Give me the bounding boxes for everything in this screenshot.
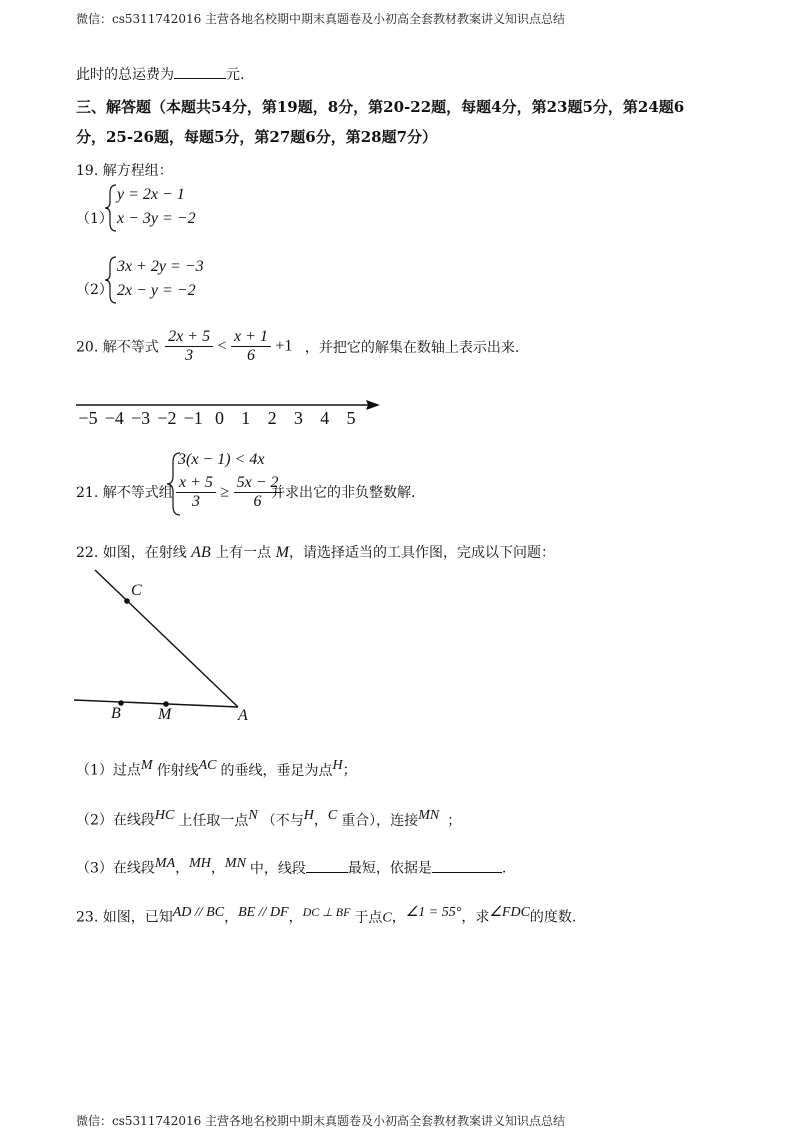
q19-title: 19. 解方程组： — [76, 163, 173, 179]
q22-stem-b: 上有一点 — [215, 545, 272, 561]
q22-s2-c: （不与 — [261, 812, 304, 829]
q22-s2-a: （2）在线段 — [76, 812, 155, 829]
q22-s2-h: H — [303, 808, 314, 823]
q22-s2-mn: MN — [418, 808, 440, 823]
q22-sub3 — [76, 856, 506, 878]
q22-s3-a: （3）在线段 — [76, 860, 155, 877]
q23-c2: BE // DF — [238, 905, 289, 920]
q23-angle: ∠1 = 55° — [405, 905, 462, 920]
q22-s1-h: H — [332, 758, 343, 773]
q20-rhs-tail: +1 — [275, 337, 293, 355]
ray-ab — [74, 700, 238, 707]
q22-s2-n: N — [248, 808, 258, 823]
number-line-label: −3 — [131, 408, 151, 428]
q23-c-pt: C — [382, 910, 392, 926]
q22-sub2 — [76, 808, 461, 830]
q22-s1-c: 的垂线，垂足为点 — [220, 762, 333, 779]
q23-c: ，求 — [461, 909, 490, 926]
page-footer: 微信：cs5311742016 主营各地名校期中期末真题卷及小初高全套教材教案讲义知识点总结 — [76, 1114, 566, 1128]
number-line-label: −1 — [183, 408, 203, 428]
q23-sep3: ， — [391, 909, 406, 926]
q22-s2-c-pt: C — [327, 808, 338, 823]
q20-suffix: ，并把它的解集在数轴上表示出来. — [304, 339, 520, 356]
page-header: 微信：cs5311742016 主营各地名校期中期末真题卷及小初高全套教材教案讲义知识点总结 — [76, 12, 566, 26]
carry-text-after: 元. — [226, 67, 245, 83]
number-line-label: 4 — [320, 408, 330, 428]
q21-ineq2-rden: 6 — [253, 493, 262, 510]
q22-s1-b: 作射线 — [156, 762, 199, 779]
label-b: B — [111, 705, 121, 722]
q21-suffix: 并求出它的非负整数解. — [271, 485, 416, 501]
number-line-label: 1 — [241, 408, 251, 428]
q22-s1-d: ； — [342, 762, 357, 779]
q21-ineq1: 3(x − 1) < 4x — [178, 451, 265, 468]
q22-s2-b: 上任取一点 — [178, 812, 249, 829]
q23-target: ∠FDC — [489, 905, 530, 920]
q22-stem-ray: AB — [191, 544, 211, 561]
q22-s1-a: （1）过点 — [76, 762, 141, 779]
q22-s3-d: . — [501, 860, 507, 877]
q22-s2-hc: HC — [154, 808, 175, 823]
q19-p1-eq1: y = 2x − 1 — [117, 186, 185, 203]
q22-s3-c: 最短，依据是 — [347, 860, 432, 877]
answer-blank-segment — [306, 872, 348, 873]
number-line-label: 3 — [293, 408, 303, 428]
q22-figure — [74, 570, 238, 707]
label-c: C — [131, 582, 142, 599]
q21-ineq2-lnum: x + 5 — [176, 474, 216, 493]
q21-ineq2-rnum: 5x − 2 — [234, 474, 282, 493]
q19-p1-eq2: x − 3y = −2 — [117, 210, 196, 227]
q19-p2-eq2: 2x − y = −2 — [117, 282, 196, 299]
q19-p1-label: （1） — [76, 211, 113, 227]
section-heading-line1: 三、解答题（本题共54分，第19题，8分，第20-22题，每题4分，第23题5分，第24题6 — [76, 98, 685, 116]
q22-s2-f: ； — [447, 812, 462, 829]
q22-stem-a: 22. 如图，在射线 — [76, 545, 187, 561]
q19-p2-label: （2） — [76, 282, 113, 298]
number-line-label: −4 — [104, 408, 124, 428]
q20-lhs-num: 2x + 5 — [165, 328, 213, 347]
q23-sep1: ， — [224, 909, 239, 926]
q21-ineq2-left-fraction — [176, 474, 216, 511]
q22-s2-e: 重合），连接 — [341, 812, 419, 829]
q20-relation: < — [217, 337, 227, 355]
q20-rhs-den: 6 — [246, 347, 255, 364]
q20-prefix: 20. 解不等式 — [76, 339, 159, 356]
q22-s3-ma: MA — [154, 856, 176, 871]
q19-p2-eq1: 3x + 2y = −3 — [117, 258, 204, 275]
section-heading-line2: 分，25-26题，每题5分，第27题6分，第28题7分） — [76, 128, 438, 146]
q22-stem-c: ，请选择适当的工具作图，完成以下问题： — [288, 545, 555, 561]
label-a: A — [238, 707, 248, 724]
q23-d: 的度数. — [529, 909, 577, 926]
number-line-arrow — [366, 400, 380, 410]
q23-sep2: ， — [288, 909, 303, 926]
q22-s1-m: M — [140, 758, 153, 773]
q21-ineq2 — [176, 474, 282, 511]
q22-s3-mh: MH — [189, 856, 211, 871]
q22-sub1 — [76, 758, 357, 780]
q23-a: 23. 如图，已知 — [76, 909, 173, 926]
q23-c1: AD // BC — [172, 905, 225, 920]
q23-line — [76, 904, 576, 927]
number-line-label: 5 — [346, 408, 356, 428]
number-line-label: −5 — [78, 408, 98, 428]
q22-s3-mn: MN — [224, 856, 246, 871]
q21-ineq2-relation: ≥ — [220, 483, 230, 501]
q22-stem — [76, 542, 555, 562]
number-line-label: −2 — [157, 408, 177, 428]
point-c — [124, 598, 130, 604]
q22-s3-comma1: ， — [175, 860, 190, 877]
q22-s2-d: ， — [313, 812, 328, 829]
q23-b: 于点 — [354, 909, 383, 926]
q22-s3-b: 中，线段 — [249, 860, 306, 877]
q19-p2-brace — [105, 257, 116, 303]
q19-p1-brace — [105, 185, 116, 231]
ray-ac — [95, 570, 238, 707]
q21-ineq2-lden: 3 — [191, 493, 200, 510]
q20-rhs-num: x + 1 — [231, 328, 271, 347]
answer-blank-reason — [432, 872, 502, 873]
q23-c3: DC ⊥ BF — [302, 905, 351, 919]
number-line-label: 0 — [215, 408, 224, 428]
number-line-label: 2 — [267, 408, 277, 428]
carry-text-before: 此时的总运费为 — [76, 67, 174, 83]
label-m: M — [158, 706, 172, 723]
q21-prefix: 21. 解不等式组 — [76, 485, 173, 501]
q22-stem-point: M — [275, 544, 289, 561]
q22-s3-comma2: ， — [210, 860, 225, 877]
q20-lhs-den: 3 — [185, 347, 194, 364]
q22-s1-ac: AC — [198, 758, 217, 773]
